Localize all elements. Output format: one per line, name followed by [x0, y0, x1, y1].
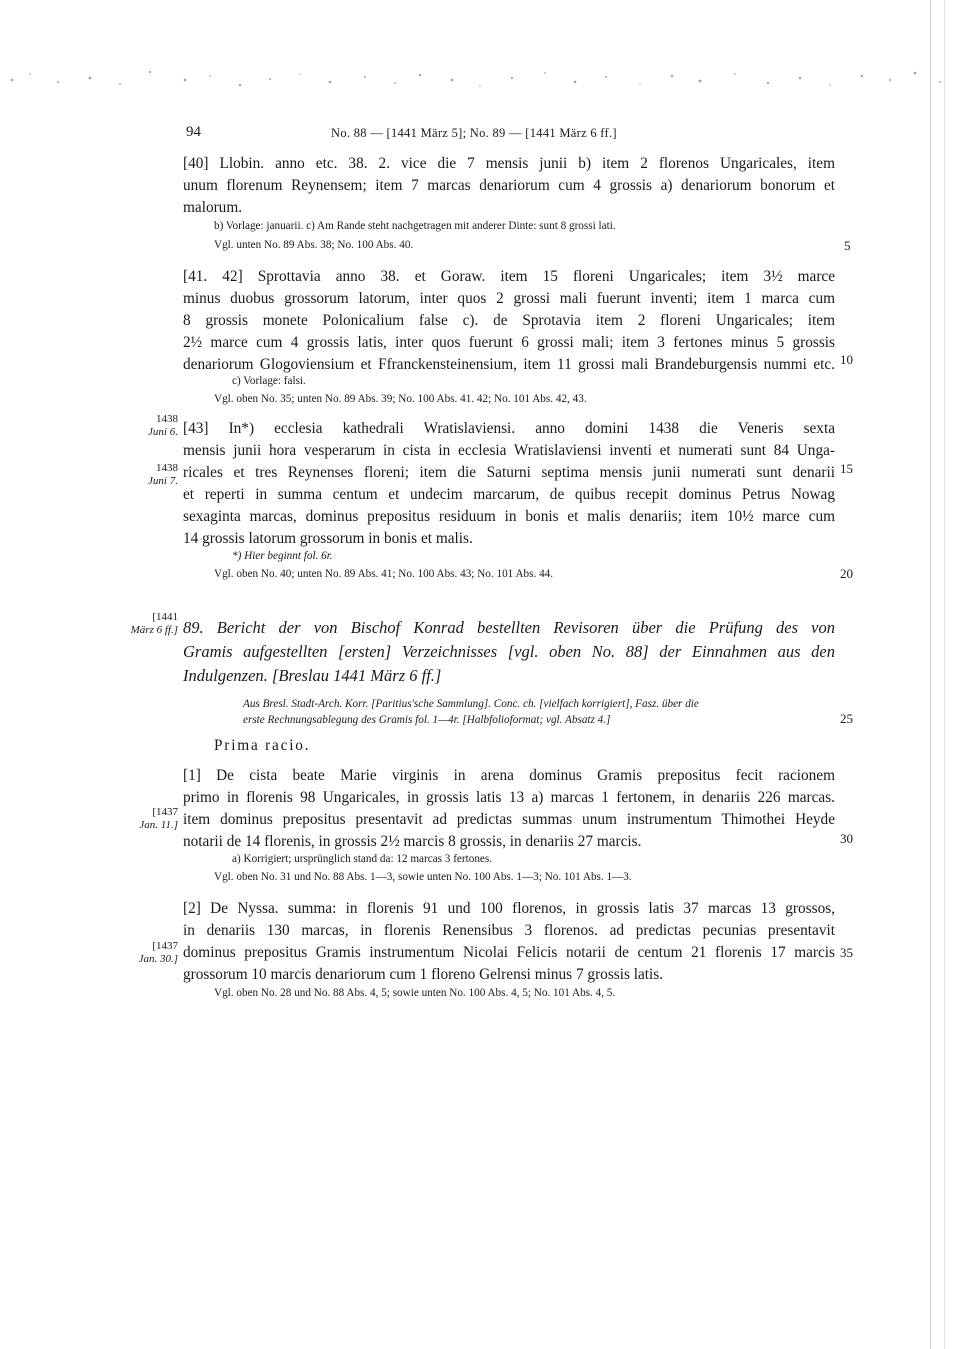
- scan-edge-line: [930, 0, 931, 1349]
- cross-reference: Vgl. oben No. 28 und No. 88 Abs. 4, 5; sowie unten No. 100 Abs. 4, 5; No. 101 Abs. 4, 5.: [214, 987, 616, 999]
- text-line: in denariis 130 marcas, in florenis Renensibus 3 florenos. ad predictas pecunias presentavit: [183, 922, 835, 939]
- margin-date-1438-06-07: 1438 Juni 7.: [148, 462, 178, 487]
- cross-reference: Vgl. unten No. 89 Abs. 38; No. 100 Abs. 40.: [214, 239, 414, 251]
- text-line: grossorum 10 marcis denariorum cum 1 floreno Gelrensi minus 7 grossis latis.: [183, 966, 664, 983]
- text-line: unum florenum Reynensem; item 7 marcas denariorum cum 4 grossis a) denariorum bonorum et: [183, 177, 835, 194]
- section-41-42: [183, 266, 835, 376]
- page-number: 94: [186, 124, 201, 140]
- text-line: [40] Llobin. anno etc. 38. 2. vice die 7 mensis junii b) item 2 florenos Ungaricales, item: [183, 155, 835, 172]
- text-line: 2½ marce cum 4 grossis latis, inter quos fuerunt 6 grossi mali; item 3 fertones minus 5 grossis: [183, 334, 835, 351]
- text-line: Gramis aufgestellten [ersten] Verzeichnisses [vgl. oben No. 88] der Einnahmen aus den: [183, 642, 835, 661]
- source-note: erste Rechnungsablegung des Gramis fol. 1—4r. [Halbfolioformat; vgl. Absatz 4.]: [243, 714, 611, 726]
- line-number: 5: [844, 238, 851, 253]
- text-line: malorum.: [183, 199, 243, 216]
- text-line: denariorum Glogoviensium et Ffranckensteinensium, item 11 grossi mali Brandeburgensis nummi etc.: [183, 356, 835, 373]
- text-line: [41. 42] Sprottavia anno 38. et Goraw. item 15 floreni Ungaricales; item 3½ marce: [183, 268, 835, 285]
- scan-noise-band: [0, 60, 960, 100]
- line-number: 20: [840, 566, 853, 581]
- section-1: [183, 765, 835, 853]
- text-line: 8 grossis monete Polonicalium false c). de Sprotavia item 2 floreni Ungaricales; item: [183, 312, 835, 329]
- text-line: primo in florenis 98 Ungaricales, in grossis latis 13 a) marcas 1 fertonem, in denariis 226 marcas.: [183, 789, 835, 806]
- cross-reference: Vgl. oben No. 40; unten No. 89 Abs. 41; No. 100 Abs. 43; No. 101 Abs. 44.: [214, 568, 554, 580]
- margin-date-1437-01-11: [1437 Jan. 11.]: [139, 806, 178, 831]
- text-line: Indulgenzen. [Breslau 1441 März 6 ff.]: [183, 666, 442, 685]
- line-number: 35: [840, 945, 853, 960]
- section-2: [183, 898, 835, 986]
- margin-date-1437-01-30: [1437 Jan. 30.]: [138, 940, 178, 965]
- text-line: notarii de 14 florenis, in grossis 2½ marcis 8 grossis, in denariis 27 marcis.: [183, 833, 642, 850]
- text-line: et reperti in summa centum et undecim marcarum, de quibus recepit dominus Petrus Nowag: [183, 486, 835, 503]
- text-line: 89. Bericht der von Bischof Konrad bestellten Revisoren über die Prüfung des von: [183, 618, 835, 637]
- text-line: ricales et tres Reynenses floreni; item die Saturni septima mensis junii numerati sunt denarii: [183, 464, 835, 481]
- section-40: [183, 153, 835, 219]
- text-line: minus duobus grossorum latorum, inter quos 2 grossi mali fuerunt inventi; item 1 marca cum: [183, 290, 835, 307]
- footnote: *) Hier beginnt fol. 6r.: [232, 550, 333, 562]
- document-89-title: [183, 616, 835, 688]
- source-note: Aus Bresl. Stadt-Arch. Korr. [Paritius'sche Sammlung]. Conc. ch. [vielfach korrigiert], Fasz. über die: [243, 698, 699, 710]
- line-number: 30: [840, 831, 853, 846]
- text-line: mensis junii hora vesperarum in cista in ecclesia Wratislaviensi inventi et numerati sunt 84 Unga-: [183, 442, 835, 459]
- footnote: b) Vorlage: januarii. c) Am Rande steht nachgetragen mit anderer Dinte: sunt 8 grossi lati.: [214, 220, 616, 232]
- footnote: a) Korrigiert; ursprünglich stand da: 12 marcas 3 fertones.: [232, 853, 493, 865]
- section-heading: Prima racio.: [214, 737, 311, 754]
- line-number: 25: [840, 711, 853, 726]
- text-line: [43] In*) ecclesia kathedrali Wratislaviensi. anno domini 1438 die Veneris sexta: [183, 420, 835, 437]
- text-line: item dominus prepositus presentavit ad predictas summas unum instrumentum Thimothei Heyde: [183, 811, 835, 828]
- text-line: [2] De Nyssa. summa: in florenis 91 und 100 florenos, in grossis latis 37 marcas 13 grossos,: [183, 900, 835, 917]
- margin-date-1438-06-06: 1438 Juni 6.: [148, 413, 178, 438]
- line-number: 15: [840, 461, 853, 476]
- footnote: c) Vorlage: falsi.: [232, 375, 306, 387]
- scan-edge-line: [944, 0, 945, 1349]
- text-line: [1] De cista beate Marie virginis in arena dominus Gramis prepositus fecit racionem: [183, 767, 835, 784]
- running-head: No. 88 — [1441 März 5]; No. 89 — [1441 März 6 ff.]: [331, 126, 617, 140]
- margin-date-1441: [1441 März 6 ff.]: [130, 611, 178, 636]
- text-line: 14 grossis latorum grossorum in bonis et malis.: [183, 530, 473, 547]
- line-number: 10: [840, 352, 853, 367]
- text-line: dominus prepositus Gramis instrumentum Nicolai Felicis notarii de centum 21 florenis 17 marcis: [183, 944, 835, 961]
- text-line: sexaginta marcas, dominus prepositus residuum in bonis et malis denariis; item 10½ marce cum: [183, 508, 835, 525]
- cross-reference: Vgl. oben No. 35; unten No. 89 Abs. 39; No. 100 Abs. 41. 42; No. 101 Abs. 42, 43.: [214, 393, 587, 405]
- cross-reference: Vgl. oben No. 31 und No. 88 Abs. 1—3, sowie unten No. 100 Abs. 1—3; No. 101 Abs. 1—3.: [214, 871, 632, 883]
- section-43: [183, 418, 835, 550]
